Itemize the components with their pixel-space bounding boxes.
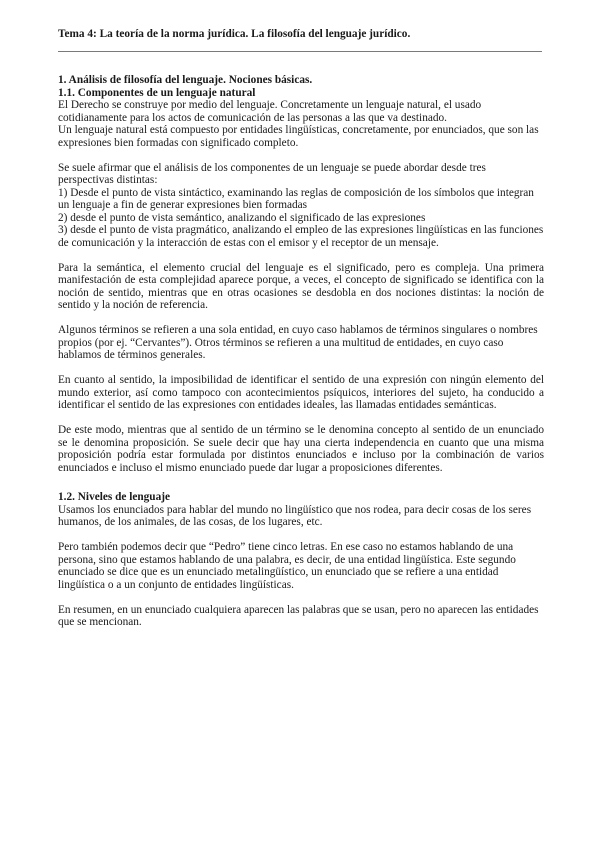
paragraph-perspectivas-intro: Se suele afirmar que el análisis de los componentes de un lenguaje se puede abordar desde tres perspectivas distintas: [58,161,486,186]
subsection-title-componentes: 1.1. Componentes de un lenguaje natural [58,86,256,99]
section-analisis [58,74,544,474]
list-item-semantico: 2) desde el punto de vista semántico, analizando el significado de las expresiones [58,211,426,224]
paragraph-lenguaje-natural: Un lenguaje natural está compuesto por entidades lingüísticas, concretamente, por enunciados, que son las expresiones bien formadas con significado completo. [58,124,539,149]
subsection-title-niveles: 1.2. Niveles de lenguaje [58,491,171,503]
paragraph-proposicion: De este modo, mientras que al sentido de un término se le denomina concepto al sentido de un enunciado se le denomina proposición. Se suele decir que hay una cierta independencia en cuanto que una misma proposición podría estar formulada por distintos enunciados e incluso por la combinación de varios enunciados e incluso el mismo enunciado puede dar lugar a proposiciones diferentes. [58,424,544,474]
paragraph-terminos: Algunos términos se refieren a una sola entidad, en cuyo caso hablamos de términos singulares o nombres propios (por ej. “Cervantes”). Otros términos se refieren a una multitud de entidades, en cuyo caso hablamos de términos generales. [58,324,538,361]
perspectives-block [58,162,544,250]
paragraph-sentido: En cuanto al sentido, la imposibilidad de identificar el sentido de una expresión con ningún elemento del mundo exterior, así como tampoco con acontecimientos psíquicos, interiores del sujeto, ha conducido a identificar el sentido de las expresiones con entidades ideales, las llamadas entidades semánticas. [58,374,544,411]
section-niveles [58,491,544,629]
paragraph-mundo-no-linguistico: Usamos los enunciados para hablar del mundo no lingüístico que nos rodea, para decir cosas de los seres humanos, de los animales, de las cosas, de los lugares, etc. [58,503,532,528]
paragraph-metalinguistico: Pero también podemos decir que “Pedro” tiene cinco letras. En ese caso no estamos hablando de una persona, sino que estamos hablando de una palabra, es decir, de una entidad lingüística. Este segundo enunciado se dice que es un enunciado metalingüístico, un enunciado que se refiere a una entidad lingüística o a un conjunto de entidades lingüísticas. [58,541,516,591]
list-item-sintactico: 1) Desde el punto de vista sintáctico, examinando las reglas de composición de los símbolos que integran un lenguaje a fin de generar expresiones bien formadas [58,186,534,211]
paragraph-semantica: Para la semántica, el elemento crucial del lenguaje es el significado, pero es compleja. Una primera manifestación de esta complejidad aparece porque, a veces, el concepto de significado se identifica con la noción de sentido, mientras que en otras ocasiones se desdobla en dos nociones distintas: la noción de sentido y la noción de referencia. [58,261,544,311]
section-title: 1. Análisis de filosofía del lenguaje. Nociones básicas. [58,74,313,86]
document-page [58,0,544,629]
paragraph-resumen: En resumen, en un enunciado cualquiera aparecen las palabras que se usan, pero no aparecen las entidades que se mencionan. [58,603,539,628]
header-divider [58,51,542,52]
paragraph-derecho-lenguaje: El Derecho se construye por medio del lenguaje. Concretamente un lenguaje natural, el usado cotidianamente para los actos de comunicación de las personas a las que va destinado. [58,99,482,124]
page-header-title: Tema 4: La teoría de la norma jurídica. La filosofía del lenguaje jurídico. [58,28,411,40]
list-item-pragmatico: 3) desde el punto de vista pragmático, analizando el empleo de las expresiones lingüísticas en las funciones de comunicación y la interacción de estas con el emisor y el receptor de un mensaje. [58,224,544,249]
